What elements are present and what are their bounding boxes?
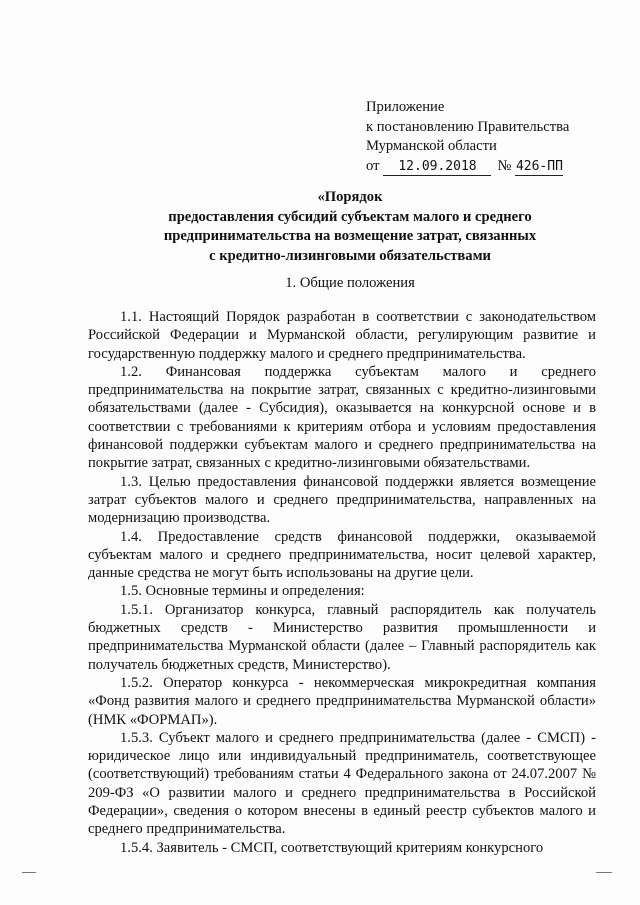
document-title [100,188,600,266]
from-label: от [366,157,380,174]
paragraph: 1.5.3. Субъект малого и среднего предпринимательства (далее - СМСП) - юридическое лицо или индивидуальный предприниматель, соответствующее (соответствующий) требованиям статьи 4 Федерального закона от 24.07.2007 № 209-ФЗ «О развитии малого и среднего предпринимательства в Российской Федерации», сведения о котором внесены в единый реестр субъектов малого и среднего предпринимательства. [88,729,596,838]
title-line: предпринимательства на возмещение затрат, связанных [163,228,537,244]
document-body [88,308,596,857]
paragraph: 1.5. Основные термины и определения: [120,583,365,600]
decree-date: 12.09.2018 [383,159,491,176]
paragraph: 1.2. Финансовая поддержка субъектам малого и среднего предпринимательства на покрытие затрат, связанных с кредитно-лизинговыми обязательствами (далее - Субсидия), оказывается на конкурсной основе и в соответствии с требованиями к критериям отбора и условиям предоставления финансовой поддержки субъектам малого и среднего предпринимательства на покрытие затрат, связанных с кредитно-лизинговыми обязательствами. [88,363,596,472]
scan-artifact [596,872,612,873]
title-line: с кредитно-лизинговыми обязательствами [209,247,491,264]
paragraph: 1.5.2. Оператор конкурса - некоммерческая микрокредитная компания «Фонд развития малого и среднего предпринимательства Мурманской области» (НМК «ФОРМАП»). [88,674,596,728]
decree-number: 426-ПП [515,158,563,174]
paragraph: 1.3. Целью предоставления финансовой поддержки является возмещение затрат субъектов малого и среднего предпринимательства, направленных на модернизацию производства. [88,473,596,527]
appendix-label: Приложение [366,99,445,115]
section-heading: 1. Общие положения [285,275,415,291]
scan-artifact [22,872,36,873]
paragraph: 1.4. Предоставление средств финансовой поддержки, оказываемой субъектам малого и среднего предпринимательства, носит целевой характер, данные средства не могут быть использованы на другие цели. [88,528,596,582]
title-line: предоставления субсидий субъектам малого и среднего [168,208,532,225]
title-line: «Порядок [317,189,383,205]
appendix-header [366,98,616,176]
date-number-line [366,157,616,177]
region-name: Мурманской области [366,138,497,154]
decree-reference: к постановлению Правительства [366,118,570,135]
number-sign: № [497,157,512,174]
paragraph: 1.5.1. Организатор конкурса, главный распорядитель как получатель бюджетных средств - Министерство развития промышленности и предпринимательства Мурманской области (далее – Главный распорядитель как получатель бюджетных средств, Министерство). [88,601,596,673]
paragraph: 1.1. Настоящий Порядок разработан в соответствии с законодательством Российской Федерации и Мурманской области, регулирующим развитие и государственную поддержку малого и среднего предпринимательства. [88,309,596,362]
paragraph: 1.5.4. Заявитель - СМСП, соответствующий критериям конкурсного [120,839,544,856]
